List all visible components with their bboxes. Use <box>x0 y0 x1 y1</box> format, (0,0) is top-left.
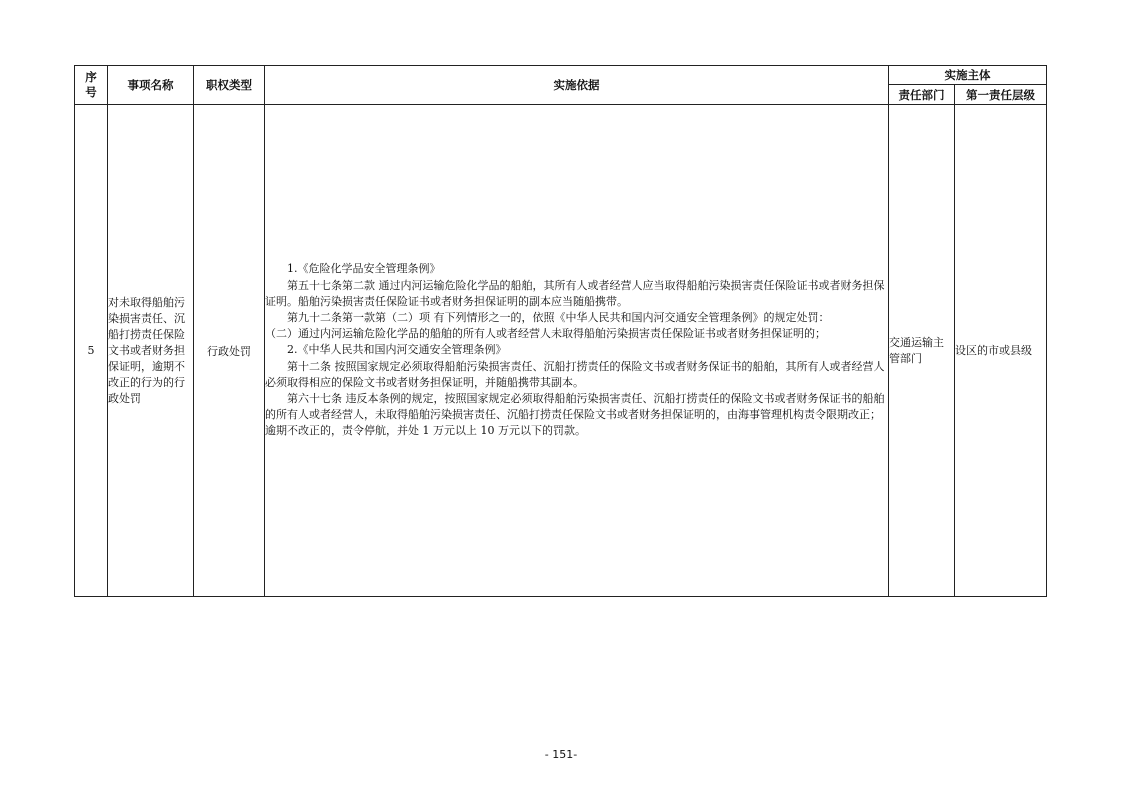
header-seq-line1: 序 <box>85 70 97 84</box>
page-number: - 151- <box>544 748 578 761</box>
basis-paragraph: 2.《中华人民共和国内河交通安全管理条例》 <box>287 343 507 357</box>
basis-paragraph: 1.《危险化学品安全管理条例》 <box>287 262 441 276</box>
header-seq <box>75 66 108 105</box>
basis-paragraph: 第五十七条第二款 通过内河运输危险化学品的船舶，其所有人或者经营人应当取得船舶污染损害责任保险证书或者财务担保证明。船舶污染损害责任保险证书或者财务担保证明的副本应当随船携带。 <box>265 278 885 308</box>
header-basis: 实施依据 <box>265 66 889 105</box>
cell-item-name: 对未取得船舶污染损害责任、沉船打捞责任保险文书或者财务担保证明，逾期不改正的行为的行政处罚 <box>108 105 194 597</box>
header-dept: 责任部门 <box>889 85 955 105</box>
cell-basis <box>265 105 889 597</box>
basis-paragraph: 第十二条 按照国家规定必须取得船舶污染损害责任、沉船打捞责任的保险文书或者财务保证书的船舶，其所有人或者经营人必须取得相应的保险文书或者财务担保证明，并随船携带其副本。 <box>265 359 885 389</box>
authority-table <box>74 65 1047 597</box>
header-subject: 实施主体 <box>889 66 1047 85</box>
basis-paragraph: 第六十七条 违反本条例的规定，按照国家规定必须取得船舶污染损害责任、沉船打捞责任的保险文书或者财务保证书的船舶的所有人或者经营人，未取得船舶污染损害责任、沉船打捞责任保险文书或者财务担保证明的，由海事管理机构责令限期改正；逾期不改正的，责令停航，并处 1 万元以上 10 万元以下的罚款。 <box>265 392 885 438</box>
header-level: 第一责任层级 <box>955 85 1047 105</box>
table-row <box>75 105 1047 597</box>
cell-authority-type: 行政处罚 <box>194 105 265 597</box>
cell-seq: 5 <box>75 105 108 597</box>
basis-paragraph: （二）通过内河运输危险化学品的船舶的所有人或者经营人未取得船舶污染损害责任保险证书或者财务担保证明的； <box>265 327 826 341</box>
cell-dept: 交通运输主管部门 <box>889 105 955 597</box>
header-item-name: 事项名称 <box>108 66 194 105</box>
header-authority-type: 职权类型 <box>194 66 265 105</box>
cell-level: 设区的市或县级 <box>955 105 1047 597</box>
header-seq-line2: 号 <box>85 85 97 99</box>
basis-paragraph: 第九十二条第一款第（二）项 有下列情形之一的，依照《中华人民共和国内河交通安全管理条例》的规定处罚： <box>287 310 830 324</box>
